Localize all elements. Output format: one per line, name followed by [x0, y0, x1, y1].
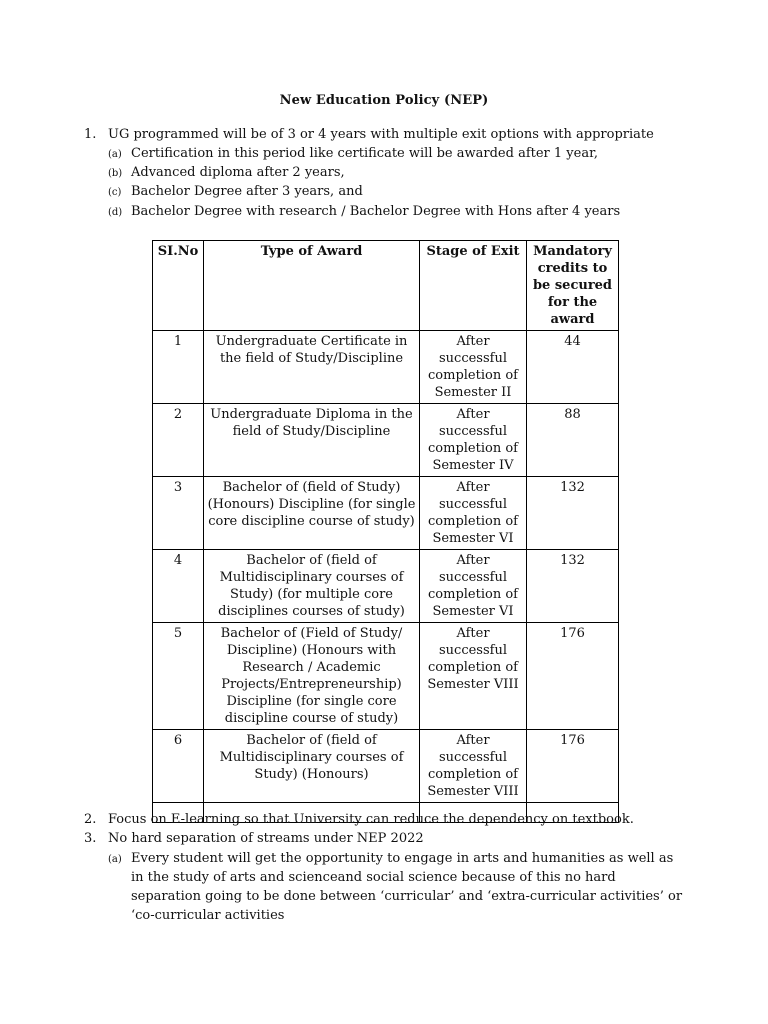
table-row	[153, 623, 619, 730]
table-row	[153, 331, 619, 404]
cell-sl-no: 6	[153, 730, 204, 803]
header-type-of-award: Type of Award	[204, 241, 420, 331]
item-3a-line: in the study of arts and scienceand social science because of this no hard	[131, 870, 616, 885]
cell-exit: After successful completion of Semester IV	[420, 404, 527, 477]
item-3-number: 3.	[84, 831, 97, 846]
cell-credits: 88	[527, 404, 619, 477]
awards-table	[152, 240, 619, 823]
table-row	[153, 730, 619, 803]
cell-credits: 176	[527, 623, 619, 730]
item-1d-text: Bachelor Degree with research / Bachelor Degree with Hons after 4 years	[131, 204, 621, 219]
item-1c-text: Bachelor Degree after 3 years, and	[131, 184, 363, 199]
item-2-number: 2.	[84, 812, 97, 827]
cell-exit: After successful completion of Semester II	[420, 331, 527, 404]
item-2-text: Focus on E-learning so that University can reduce the dependency on textbook.	[108, 812, 634, 827]
item-1b-text: Advanced diploma after 2 years,	[131, 165, 345, 180]
item-1-number: 1.	[84, 127, 97, 142]
cell-exit: After successful completion of Semester VIII	[420, 730, 527, 803]
cell-award: Bachelor of (field of Multidisciplinary courses of Study) (Honours)	[204, 730, 420, 803]
table-row	[153, 477, 619, 550]
header-sl-no: SI.No	[153, 241, 204, 331]
item-1d-label: (d)	[108, 207, 123, 218]
item-1a-text: Certification in this period like certificate will be awarded after 1 year,	[131, 146, 599, 161]
cell-sl-no: 5	[153, 623, 204, 730]
header-stage-of-exit: Stage of Exit	[420, 241, 527, 331]
cell-award: Bachelor of (field of Study) (Honours) Discipline (for single core discipline course of study)	[204, 477, 420, 550]
cell-sl-no: 4	[153, 550, 204, 623]
cell-award: Undergraduate Diploma in the field of Study/Discipline	[204, 404, 420, 477]
cell-sl-no: 1	[153, 331, 204, 404]
item-3a-line: separation going to be done between ‘curricular’ and ‘extra-curricular activities’ or	[131, 889, 683, 904]
item-3-text: No hard separation of streams under NEP 2022	[108, 831, 424, 846]
item-1b-label: (b)	[108, 168, 123, 179]
cell-credits: 44	[527, 331, 619, 404]
cell-exit: After successful completion of Semester VI	[420, 550, 527, 623]
table-header-row	[153, 241, 619, 331]
cell-exit: After successful completion of Semester VIII	[420, 623, 527, 730]
cell-sl-no: 3	[153, 477, 204, 550]
item-3a-line: Every student will get the opportunity to engage in arts and humanities as well as	[131, 851, 674, 866]
item-3a-line: ‘co-curricular activities	[131, 908, 285, 923]
item-1-text: UG programmed will be of 3 or 4 years with multiple exit options with appropriate	[108, 127, 654, 142]
cell-sl-no: 2	[153, 404, 204, 477]
cell-exit: After successful completion of Semester VI	[420, 477, 527, 550]
cell-award: Bachelor of (field of Multidisciplinary courses of Study) (for multiple core disciplines courses of study)	[204, 550, 420, 623]
cell-award: Undergraduate Certificate in the field of Study/Discipline	[204, 331, 420, 404]
cell-award: Bachelor of (Field of Study/ Discipline) (Honours with Research / Academic Projects/Entrepreneurship) Discipline (for single core discipline course of study)	[204, 623, 420, 730]
header-mandatory-credits: Mandatory credits to be secured for the award	[527, 241, 619, 331]
cell-credits: 176	[527, 730, 619, 803]
table-row	[153, 550, 619, 623]
item-3a-label: (a)	[108, 854, 122, 865]
cell-credits: 132	[527, 477, 619, 550]
table-row	[153, 404, 619, 477]
cell-credits: 132	[527, 550, 619, 623]
item-1a-label: (a)	[108, 149, 122, 160]
page-title: New Education Policy (NEP)	[279, 93, 489, 108]
item-1c-label: (c)	[108, 187, 122, 198]
